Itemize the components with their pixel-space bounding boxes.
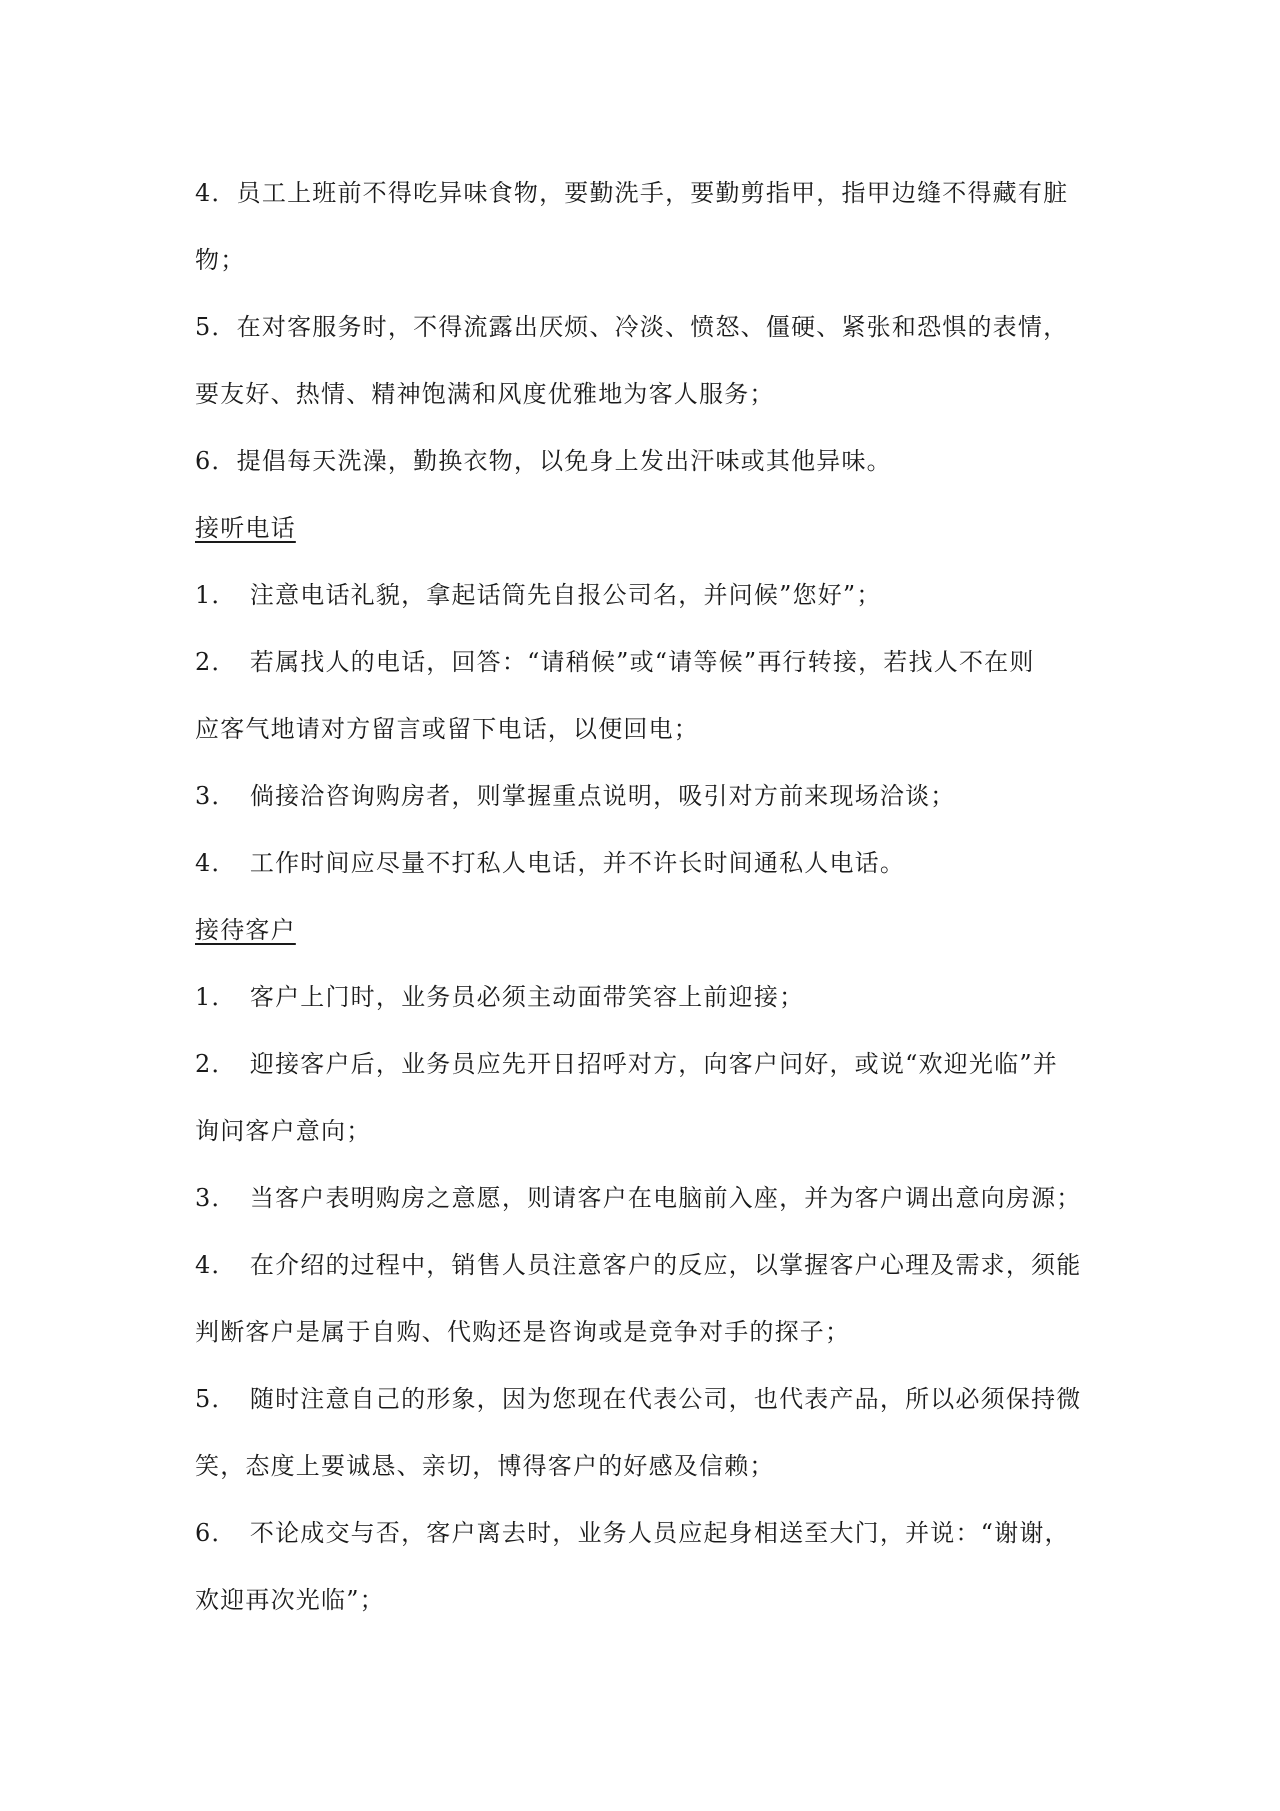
reception-item-5-line-2: 笑，态度上要诚恳、亲切，博得客户的好感及信赖； [195,1452,775,1480]
phone-item-2-line-2: 应客气地请对方留言或留下电话，以便回电； [195,715,699,743]
phone-item-2-line-1: 2． 若属找人的电话，回答：“请稍候”或“请等候”再行转接，若找人不在则 [195,648,1035,676]
hygiene-item-4-line-2: 物； [195,246,246,274]
reception-item-6-line-1: 6． 不论成交与否，客户离去时，业务人员应起身相送至大门，并说：“谢谢， [195,1519,1070,1547]
hygiene-item-4-line-1: 4．员工上班前不得吃异味食物，要勤洗手，要勤剪指甲，指甲边缝不得藏有脏 [195,179,1069,207]
hygiene-item-5-line-2: 要友好、热情、精神饱满和风度优雅地为客人服务； [195,380,775,408]
reception-item-4-line-1: 4． 在介绍的过程中，销售人员注意客户的反应，以掌握客户心理及需求，须能 [195,1251,1082,1279]
reception-item-4-line-2: 判断客户是属于自购、代购还是咨询或是竞争对手的探子； [195,1318,851,1346]
reception-item-5-line-1: 5． 随时注意自己的形象，因为您现在代表公司，也代表产品，所以必须保持微 [195,1385,1082,1413]
phone-item-1-line-1: 1． 注意电话礼貌，拿起话筒先自报公司名，并问候”您好”； [195,581,882,609]
reception-section-heading: 接待客户 [195,916,296,944]
document-body [195,160,1095,1634]
reception-item-6-line-2: 欢迎再次光临”； [195,1586,385,1614]
phone-item-4-line-1: 4． 工作时间应尽量不打私人电话，并不许长时间通私人电话。 [195,849,906,877]
phone-section-heading: 接听电话 [195,514,296,542]
reception-item-2-line-1: 2． 迎接客户后，业务员应先开日招呼对方，向客户问好，或说“欢迎光临”并 [195,1050,1059,1078]
hygiene-item-5-line-1: 5．在对客服务时，不得流露出厌烦、冷淡、愤怒、僵硬、紧张和恐惧的表情， [195,313,1069,341]
reception-item-3-line-1: 3． 当客户表明购房之意愿，则请客户在电脑前入座，并为客户调出意向房源； [195,1184,1082,1212]
hygiene-item-6-line-1: 6．提倡每天洗澡，勤换衣物，以免身上发出汗味或其他异味。 [195,447,892,475]
reception-item-1-line-1: 1． 客户上门时，业务员必须主动面带笑容上前迎接； [195,983,805,1011]
phone-item-3-line-1: 3． 倘接洽咨询购房者，则掌握重点说明，吸引对方前来现场洽谈； [195,782,956,810]
reception-item-2-line-2: 询问客户意向； [195,1117,372,1145]
